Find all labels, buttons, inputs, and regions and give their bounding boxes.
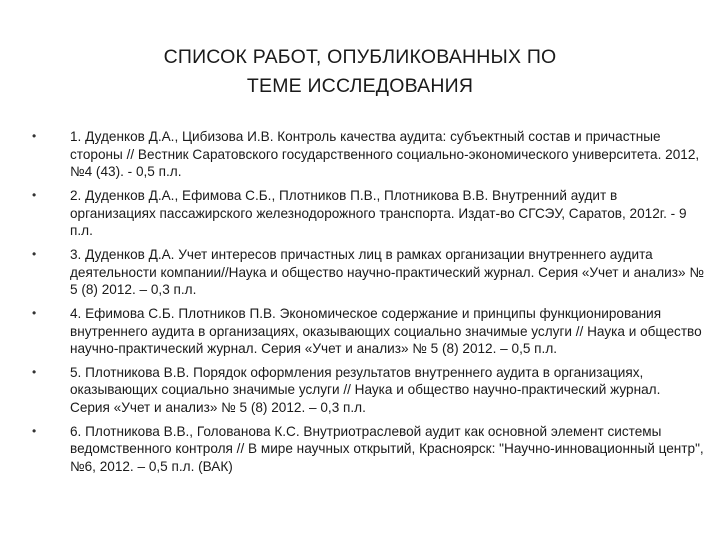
- publication-text: 4. Ефимова С.Б. Плотников П.В. Экономическое содержание и принципы функционирования внутреннего аудита в организациях, оказывающих социально значимые услуги // Наука и общество научно-практический журнал. Серия «Учет и анализ» № 5 (8) 2012. – 0,5 п.л.: [70, 305, 702, 357]
- title-line-2: ТЕМЕ ИССЛЕДОВАНИЯ: [246, 75, 474, 97]
- bullet-icon: •: [32, 187, 37, 202]
- publication-text: 6. Плотникова В.В., Голованова К.С. Внутриотраслевой аудит как основной элемент системы ведомственного контроля // В мире научных открытий, Красноярск: "Научно-инновационный центр", №6, 2012. – 0,5 п.л. (ВАК): [70, 423, 704, 475]
- bullet-icon: •: [32, 364, 37, 379]
- bullet-icon: •: [32, 305, 37, 320]
- publication-text: 3. Дуденков Д.А. Учет интересов причастных лиц в рамках организации внутреннего аудита деятельности компании//Наука и общество научно-практический журнал. Серия «Учет и анализ» № 5 (8) 2012. – 0,3 п.л.: [70, 246, 704, 298]
- bullet-icon: •: [32, 246, 37, 261]
- publication-text: 1. Дуденков Д.А., Цибизова И.В. Контроль качества аудита: субъектный состав и причастные стороны // Вестник Саратовского государственного социально-экономического университета. 2012, №4 (43). - 0,5 п.л.: [70, 129, 700, 180]
- publication-item: [32, 128, 704, 181]
- title-line-1: СПИСОК РАБОТ, ОПУБЛИКОВАННЫХ ПО: [163, 46, 557, 68]
- slide-title: [60, 43, 660, 101]
- publication-text: 2. Дуденков Д.А., Ефимова С.Б., Плотников П.В., Плотникова В.В. Внутренний аудит в организациях пассажирского железнодорожного транспорта. Издат-во СГСЭУ, Саратов, 2012г. - 9 п.л.: [70, 187, 687, 239]
- publication-item: [32, 187, 704, 240]
- publication-item: [32, 364, 704, 417]
- publication-item: [32, 305, 704, 358]
- bullet-icon: •: [32, 423, 37, 438]
- publication-list: [32, 128, 704, 482]
- publication-item: [32, 246, 704, 299]
- bullet-icon: •: [32, 129, 37, 143]
- publication-item: [32, 423, 704, 476]
- publication-text: 5. Плотникова В.В. Порядок оформления результатов внутреннего аудита в организациях, оказывающих социально значимые услуги // Наука и общество научно-практический журнал. Серия «Учет и анализ» № 5 (8) 2012. – 0,3 п.л.: [70, 364, 661, 416]
